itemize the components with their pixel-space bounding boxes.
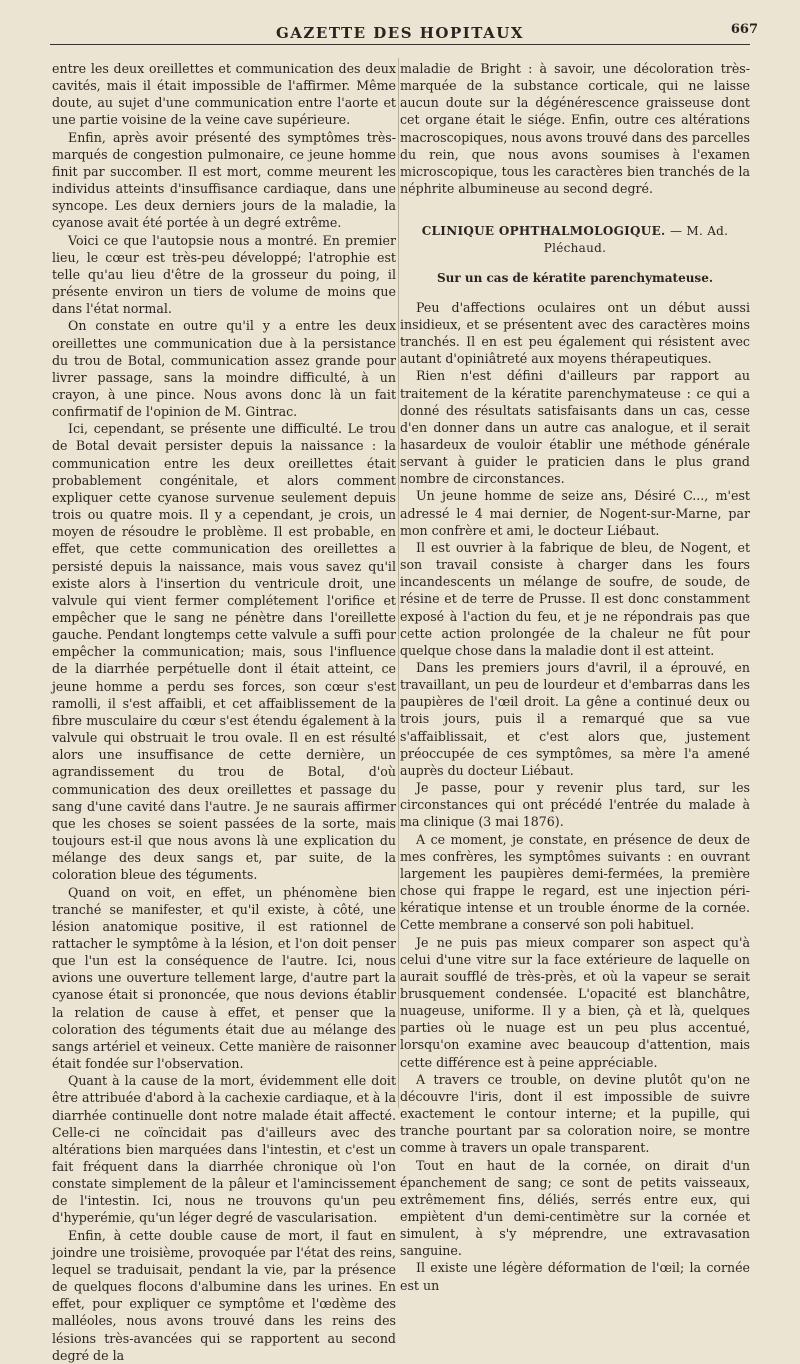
paragraph: Dans les premiers jours d'avril, il a éprouvé, en travaillant, un peu de lourdeur et d'embarras dans les paupières de l'œil droit. La gêne a continué deux ou trois jours, puis il a remarqué que sa vue s'affaiblissait, et c'est alors que, justement préoccupée de ces symptômes, sa mère l'a amené auprès du docteur Liébaut. xyxy=(400,660,750,778)
paragraph: On constate en outre qu'il y a entre les deux oreillettes une communication due à la persistance du trou de Botal, communication assez grande pour livrer passage, sans la moindre difficulté, à un crayon, à une pince. Nous avons donc là un fait confirmatif de l'opinion de M. Gintrac. xyxy=(52,318,396,420)
section-title: CLINIQUE OPHTHALMOLOGIQUE. xyxy=(421,224,666,239)
paragraph: entre les deux oreillettes et communication des deux cavités, mais il était impossible de l'affirmer. Même doute, au sujet d'une communication entre l'aorte et une partie voisine de la veine cave supérieure. xyxy=(52,61,396,128)
paragraph: Peu d'affections oculaires ont un début aussi insidieux, et se présentent avec des caractères moins tranchés. Il en est peu également qui résistent avec autant d'opiniâtreté aux moyens thérapeutiques. xyxy=(400,299,750,367)
section-heading xyxy=(400,223,750,257)
paragraph: Il existe une légère déformation de l'œil; la cornée est un xyxy=(400,1260,750,1293)
paragraph-continuation: maladie de Bright : à savoir, une décoloration très-marquée de la substance corticale, qui ne laisse aucun doute sur la dégénérescence graisseuse dont cet organe était le siége. Enfin, outre ces altérations macroscopiques, nous avons trouvé dans des parcelles du rein, que nous avons soumises à l'examen microscopique, tous les caractères bien tranchés de la néphrite albumineuse au second degré. xyxy=(400,61,750,197)
paragraph: Ici, cependant, se présente une difficulté. Le trou de Botal devait persister depuis la naissance : la communication entre les deux oreillettes était probablement congénitale, et alors comment expliquer cette cyanose survenue seulement depuis trois ou quatre mois. Il y a cependant, je crois, un moyen de résoudre le problème. Il est probable, en effet, que cette communication des oreillettes a persisté depuis la naissance, mais vous savez qu'il existe alors à l'insertion du ventricule droit, une valvule qui vient fermer complétement l'orifice et empêcher que le sang ne pénètre dans l'oreillette gauche. Pendant longtemps cette valvule a suffi pour empêcher la communication; mais, sous l'influence de la diarrhée perpétuelle dont il était atteint, ce jeune homme a perdu ses forces, son cœur s'est ramolli, il s'est affaibli, et cet affaiblissement de la fibre musculaire du cœur s'est étendu également à la valvule qui obstruait le trou ovale. Il en est résulté alors une insuffisance de cette dernière, un agrandissement du trou de Botal, d'où communication des deux oreillettes et passage du sang d'une cavité dans l'autre. Je ne saurais affirmer que les choses se soient passées de la sorte, mais toujours est-il que nous avons là une explication du mélange des deux sangs et, par suite, de la coloration bleue des téguments. xyxy=(52,421,396,883)
paragraph: Quand on voit, en effet, un phénomène bien tranché se manifester, et qu'il existe, à côté, une lésion anatomique positive, il est rationnel de rattacher le symptôme à la lésion, et l'on doit penser que l'un est la conséquence de l'autre. Ici, nous avions une ouverture tellement large, d'autre part la cyanose était si prononcée, que nous devions établir la relation de cause à effet, et penser que la coloration des téguments était due au mélange des sangs artériel et veineux. Cette manière de raisonner était fondée sur l'observation. xyxy=(52,884,396,1072)
left-column xyxy=(52,60,396,1364)
paragraph: Je ne puis pas mieux comparer son aspect qu'à celui d'une vitre sur la face extérieure de laquelle on aurait soufflé de très-près, et où la vapeur se serait brusquement condensée. L'opacité est blanchâtre, nuageuse, uniforme. Il y a bien, çà et là, quelques parties où le nuage est un peu plus accentué, lorsqu'on examine avec beaucoup d'attention, mais cette différence est à peine appréciable. xyxy=(400,934,750,1070)
paragraph: A travers ce trouble, on devine plutôt qu'on ne découvre l'iris, dont il est impossible de suivre exactement le contour interne; et la pupille, qui tranche pourtant par sa coloration noire, se montre comme à travers un opale transparent. xyxy=(400,1071,750,1156)
paragraph: Enfin, à cette double cause de mort, il faut en joindre une troisième, provoquée par l'état des reins, lequel se traduisait, pendant la vie, par la présence de quelques flocons d'albumine dans les urines. En effet, pour expliquer ce symptôme et l'œdème des malléoles, nous avons trouvé dans les reins des lésions très-avancées qui se rapportent au second degré de la xyxy=(52,1227,396,1363)
paragraph: Rien n'est défini d'ailleurs par rapport au traitement de la kératite parenchymateuse : ce qui a donné des résultats satisfaisants dans un cas, cesse d'en donner dans un autre cas analogue, et il serait hasardeux de vouloir établir une méthode générale servant à guider le praticien dans le plus grand nombre de circonstances. xyxy=(400,368,750,487)
page-number: 667 xyxy=(730,22,758,37)
paragraph: Quant à la cause de la mort, évidemment elle doit être attribuée d'abord à la cachexie cardiaque, et à la diarrhée continuelle dont notre malade était affecté. Celle-ci ne coïncidait pas d'ailleurs avec des altérations bien marquées dans l'intestin, et c'est un fait fréquent dans la diarrhée chronique où l'on constate simplement de la pâleur et l'amincissement de l'intestin. Ici, nous ne trouvons qu'un peu d'hyperémie, qu'un léger degré de vascularisation. xyxy=(52,1073,396,1226)
paragraph: Tout en haut de la cornée, on dirait d'un épanchement de sang; ce sont de petits vaisseaux, extrêmement fins, déliés, serrés entre eux, qui empiètent d'un demi-centimètre sur la cornée et simulent, à s'y méprendre, une extravasation sanguine. xyxy=(400,1157,750,1259)
paragraph: Il est ouvrier à la fabrique de bleu, de Nogent, et son travail consiste à charger dans les fours incandescents un mélange de soufre, de soude, de résine et de terre de Prusse. Il est donc constamment exposé à l'action du feu, et je ne répondrais pas que cette action prolongée de la chaleur ne fût pour quelque chose dans la maladie dont il est atteint. xyxy=(400,539,750,658)
running-title: GAZETTE DES HOPITAUX xyxy=(275,24,524,42)
paragraph: A ce moment, je constate, en présence de deux de mes confrères, les symptômes suivants : en ouvrant largement les paupières demi-fermées, la première chose qui frappe le regard, est une injection péri-kératique intense et un trouble énorme de la cornée. Cette membrane a conservé son poli habituel. xyxy=(400,831,750,933)
paragraph: Voici ce que l'autopsie nous a montré. En premier lieu, le cœur est très-peu développé; l'atrophie est telle qu'au lieu d'être de la grosseur du poing, il présente environ un tiers de volume de moins que dans l'état normal. xyxy=(52,232,396,317)
paragraph: Un jeune homme de seize ans, Désiré C..., m'est adressé le 4 mai dernier, de Nogent-sur-Marne, par mon confrère et ami, le docteur Liébaut. xyxy=(400,488,750,538)
paragraph: Je passe, pour y revenir plus tard, sur les circonstances qui ont précédé l'entrée du malade à ma clinique (3 mai 1876). xyxy=(400,780,750,830)
right-column xyxy=(400,60,750,1294)
page-header xyxy=(50,22,758,45)
article-title: Sur un cas de kératite parenchymateuse. xyxy=(436,270,714,285)
paragraph: Enfin, après avoir présenté des symptômes très-marqués de congestion pulmonaire, ce jeune homme finit par succomber. Il est mort, comme meurent les individus atteints d'insuffisance cardiaque, dans une syncope. Les deux derniers jours de la maladie, la cyanose avait été portée à un degré extrême. xyxy=(52,129,396,231)
column-divider xyxy=(398,58,399,1108)
section-author: — M. Ad. Pléchaud. xyxy=(543,224,729,256)
